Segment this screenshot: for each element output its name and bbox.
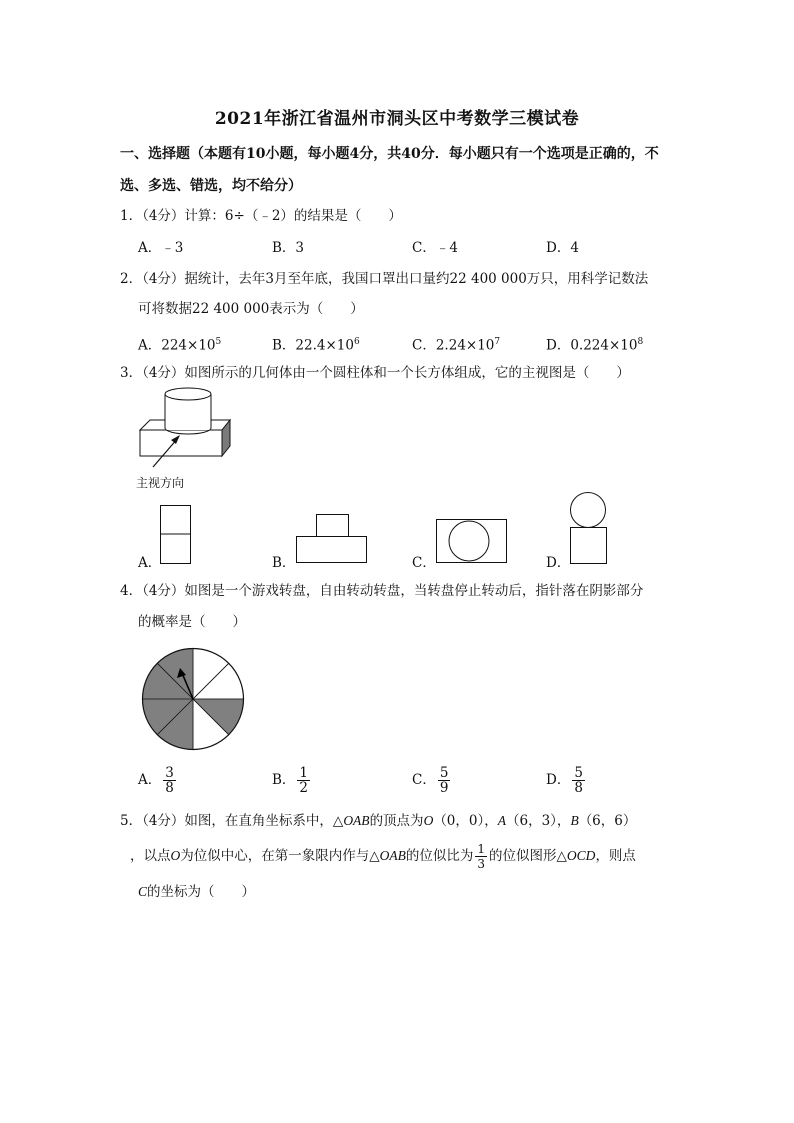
q3-option-a-figure[interactable] <box>160 505 194 565</box>
q2-option-b[interactable] <box>272 333 360 355</box>
text: 的坐标为（ ） <box>147 884 256 900</box>
denominator: 3 <box>477 857 486 871</box>
fraction <box>163 766 176 795</box>
option-label: D． <box>546 772 571 788</box>
q5-stem-line2 <box>130 842 636 871</box>
q4-option-d[interactable] <box>546 766 587 795</box>
text: （0，0）， <box>433 813 498 829</box>
q1-stem: 1．（4分）计算：6÷（﹣2）的结果是（ ） <box>120 208 402 224</box>
option-exponent: 8 <box>637 337 644 347</box>
q4-option-b[interactable] <box>272 766 312 795</box>
q4-stem-line1: 4．（4分）如图是一个游戏转盘，自由转动转盘，当转盘停止转动后，指针落在阴影部分 <box>120 583 644 599</box>
math-var: OAB <box>343 813 370 828</box>
numerator: 1 <box>299 765 309 781</box>
q2-stem-line2: 可将数据22 400 000表示为（ ） <box>138 301 364 317</box>
numerator: 5 <box>439 765 449 781</box>
q1-option-d[interactable]: D．4 <box>546 240 579 256</box>
section-heading-line1: 一、选择题（本题有10小题，每小题4分，共40分．每小题只有一个选项是正确的，不 <box>120 146 659 162</box>
q3-option-d[interactable]: D． <box>546 555 571 571</box>
fraction <box>572 766 585 795</box>
q1-option-a[interactable]: A．﹣3 <box>138 240 184 256</box>
option-label: C． <box>412 772 436 788</box>
math-var: A <box>497 813 506 828</box>
q2-option-c[interactable] <box>412 333 500 355</box>
q3-option-c-figure[interactable] <box>436 519 510 565</box>
cylinder-top-ellipse <box>165 388 211 400</box>
q1-option-c[interactable]: C．﹣4 <box>412 240 458 256</box>
option-base: 224×10 <box>161 337 216 354</box>
q3-option-d-figure[interactable] <box>569 492 611 566</box>
text: 为位似中心，在第一象限内作与△ <box>180 848 380 864</box>
math-var: OAB <box>379 848 406 863</box>
option-label: B． <box>272 337 296 354</box>
q4-spinner-figure <box>141 647 247 753</box>
denominator: 8 <box>574 780 583 796</box>
option-label: A． <box>138 772 162 788</box>
numerator: 1 <box>477 842 486 856</box>
q3-option-b[interactable]: B． <box>272 555 296 571</box>
text: ，以点 <box>130 848 171 864</box>
q3-stem: 3．（4分）如图所示的几何体由一个圆柱体和一个长方体组成，它的主视图是（ ） <box>120 365 630 381</box>
q4-stem-line2: 的概率是（ ） <box>138 614 246 630</box>
text: 的顶点为 <box>369 813 424 829</box>
math-var: OCD <box>566 848 596 863</box>
view-direction-caption: 主视方向 <box>136 476 185 490</box>
math-var: C <box>138 884 148 899</box>
text: 的位似图形△ <box>489 848 567 864</box>
option-exponent: 5 <box>215 337 222 347</box>
q5-stem-line3 <box>138 883 255 901</box>
fraction <box>297 766 310 795</box>
text: ，则点 <box>595 848 636 864</box>
option-label: D． <box>546 337 571 354</box>
q3-solid-figure <box>130 385 240 470</box>
q1-option-b[interactable]: B．3 <box>272 240 305 256</box>
q3-option-c[interactable]: C． <box>412 555 436 571</box>
option-base: 2.24×10 <box>435 337 495 354</box>
option-base: 22.4×10 <box>295 337 354 354</box>
fraction <box>475 842 487 871</box>
denominator: 9 <box>439 780 449 796</box>
option-exponent: 6 <box>353 337 360 347</box>
text: （6，6） <box>578 813 637 829</box>
option-label: A． <box>138 337 162 354</box>
option-base: 0.224×10 <box>570 337 638 354</box>
exam-title: 2021年浙江省温州市洞头区中考数学三模试卷 <box>214 109 580 129</box>
math-var: O <box>423 813 434 828</box>
math-var: B <box>570 813 579 828</box>
q5-stem-line1 <box>120 812 636 830</box>
text: 5．（4分）如图，在直角坐标系中，△ <box>120 813 344 829</box>
option-exponent: 7 <box>494 337 501 347</box>
option-label: B． <box>272 772 296 788</box>
q2-option-a[interactable] <box>138 333 221 355</box>
fraction <box>438 766 451 795</box>
section-heading-line2: 选、多选、错选，均不给分） <box>120 178 302 194</box>
denominator: 8 <box>165 780 174 796</box>
numerator: 3 <box>165 765 174 781</box>
text: 的位似比为 <box>405 848 474 864</box>
option-label: C． <box>412 337 436 354</box>
q2-stem-line1: 2．（4分）据统计，去年3月至年底，我国口罩出口量约22 400 000万只，用科学记数法 <box>120 271 649 287</box>
q3-option-a[interactable]: A． <box>138 555 162 571</box>
q3-option-b-figure[interactable] <box>296 514 370 566</box>
math-var: O <box>170 848 181 863</box>
q4-option-a[interactable] <box>138 766 178 795</box>
text: （6，3）， <box>506 813 571 829</box>
denominator: 2 <box>299 780 309 796</box>
q2-option-d[interactable] <box>546 333 643 355</box>
numerator: 5 <box>574 765 583 781</box>
q4-option-c[interactable] <box>412 766 452 795</box>
